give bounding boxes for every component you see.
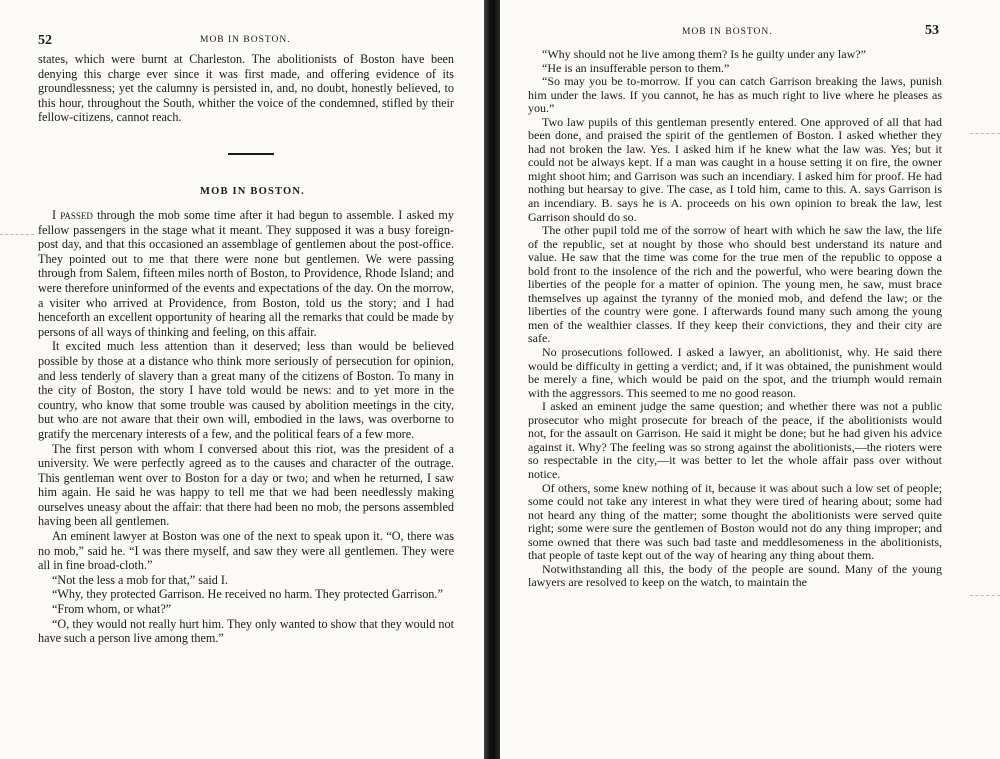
body-paragraph: It excited much less attention than it deserved; less than would be believed possible by those at a distance who think more seriously of persecution for opinion, and less tenderly of slavery than a great many of the citizens of Boston. To many in the city of Boston, the story I have told would be news: and to yet more in the country, who know that some trouble was caused by abolition meetings in the city, but who are not aware that their own will, embodied in the laws, was overborne to gratify the mercenary interests of a few, and the political fears of a few more.: [38, 339, 454, 441]
section-divider: [228, 153, 274, 155]
body-paragraph: “Why should not he live among them? Is he guilty under any law?”: [542, 47, 866, 61]
carryover-paragraph: states, which were burnt at Charleston. The abolitionists of Boston have been denying this charge ever since it was first made, and offering evidence of its groundlessness; yet the calumny is persisted in, and, no doubt, honestly believed, to this hour, throughout the South, whither the voice of the condemned, stifled by their fellow-citizens, cannot reach.: [38, 52, 454, 125]
margin-annotation-line: [0, 234, 34, 236]
left-top-paragraph: [38, 52, 454, 125]
body-paragraph: “So may you be to-morrow. If you can catch Garrison breaking the laws, punish him under the laws. If you cannot, he has as much right to live where he pleases as you.”: [528, 74, 942, 116]
body-paragraph: I passed through the mob some time after it had begun to assemble. I asked my fellow passengers in the stage what it meant. They supposed it was a busy foreign-post day, and that this occasioned an assemblage of gentlemen about the post-office. They pointed out to me that there were none but gentlemen. We were passing through from Salem, fifteen miles north of Boston, to Providence, Rhode Island; and were therefore uninformed of the events and expectations of the day. On the morrow, a visiter who arrived at Providence, from Boston, told us the story; and I had henceforth an excellent opportunity of hearing all the remarks that could be made by persons of all ways of thinking and feeling, on this affair.: [38, 208, 454, 339]
body-paragraph: “Not the less a mob for that,” said I.: [52, 572, 228, 587]
book-gutter: [484, 0, 500, 759]
left-running-head: MOB IN BOSTON.: [200, 35, 291, 45]
left-body: [38, 208, 454, 646]
body-paragraph: “O, they would not really hurt him. They only wanted to show that they would not have such a person live among them.”: [38, 616, 454, 646]
body-paragraph: “He is an insufferable person to them.”: [542, 60, 730, 75]
body-paragraph: Two law pupils of this gentleman presently entered. One approved of all that had been done, and praised the spirit of the gentlemen of Boston. I asked whether they had not broken the law. Yes. I asked him if he knew what the law was. Yes; but it could not be always kept. If a man was caught in a house setting it on fire, the owner might shoot him; and Garrison was such an incendiary. I asked him for proof. He had nothing but hearsay to give. The case, as I told him, came to this. A. says Garrison is an incendiary. B. says he is A. proceeds on his own opinion to break the law, lest Garrison should do so.: [528, 114, 942, 224]
right-body: [528, 48, 942, 590]
body-paragraph: Of others, some knew nothing of it, because it was about such a low set of people; some could not take any interest in what they were tired of hearing about; some had not heard any thing of the matter; some thought the abolitionists were served quite right; some were sure the gentlemen of Boston would not do any thing improper; and some owned that there was such bad taste and meddlesomeness in the abolitionists, that people of taste kept out of the way of hearing any thing about them.: [528, 480, 942, 563]
left-page: [0, 0, 484, 759]
body-paragraph: Notwithstanding all this, the body of the people are sound. Many of the young lawyers are resolved to keep on the watch, to maintain the: [528, 561, 942, 590]
body-paragraph: An eminent lawyer at Boston was one of the next to speak upon it. “O, there was no mob,” said he. “I was there myself, and saw they were all gentlemen. They were all in fine broad-cloth.”: [38, 529, 454, 573]
body-paragraph: “From whom, or what?”: [52, 602, 172, 617]
right-page-number: 53: [925, 23, 939, 38]
body-paragraph: I asked an eminent judge the same question; and whether there was not a public prosecutor who might prosecute for breach of the peace, if the abolitionists would not, for the assault on Garrison. He said it might be done; but he had given his advice against it. Why? The feeling was so strong against the abolitionists,—the rioters were so respectable in the city,—it was better to let the whole affair pass over without notice.: [528, 399, 942, 481]
body-paragraph: “Why, they protected Garrison. He received no harm. They protected Garrison.”: [52, 587, 443, 602]
section-title: MOB IN BOSTON.: [200, 186, 305, 197]
right-running-head: MOB IN BOSTON.: [682, 27, 773, 37]
drop-opening-words: I passed: [52, 208, 93, 222]
body-paragraph: The first person with whom I conversed about this riot, was the president of a university. We were perfectly agreed as to the causes and character of the outrage. This gentleman went over to Boston for a day or two; and when he returned, I saw him again. He said he was happy to tell me that we had been needlessly making ourselves uneasy about the affair: that there had been no mob, the persons assembled having been all gentlemen.: [38, 441, 454, 529]
body-paragraph: No prosecutions followed. I asked a lawyer, an abolitionist, why. He said there would be difficulty in getting a verdict; and, if it was obtained, the punishment would be merely a fine, which would be paid on the spot, and the triumph would remain with the aggressors. This seemed to me no good reason.: [528, 345, 942, 400]
body-paragraph: The other pupil told me of the sorrow of heart with which he saw the law, the life of the republic, set at nought by those who should best understand its nature and value. He saw that the time was come for the true men of the republic to oppose a bold front to the insolence of the rich and the powerful, who were bearing down the liberties of the people for a matter of opinion. The young men, he saw, must brace themselves up against the tyranny of the monied mob, and defend the law; or the liberties of the country were gone. I afterwards found many such among the young men of the wealthier classes. If they keep their convictions, they and their city are safe.: [528, 223, 942, 346]
margin-annotation-line: [970, 133, 1000, 135]
left-page-number: 52: [38, 33, 52, 48]
margin-annotation-line: [970, 595, 1000, 597]
right-page: [500, 0, 1000, 759]
